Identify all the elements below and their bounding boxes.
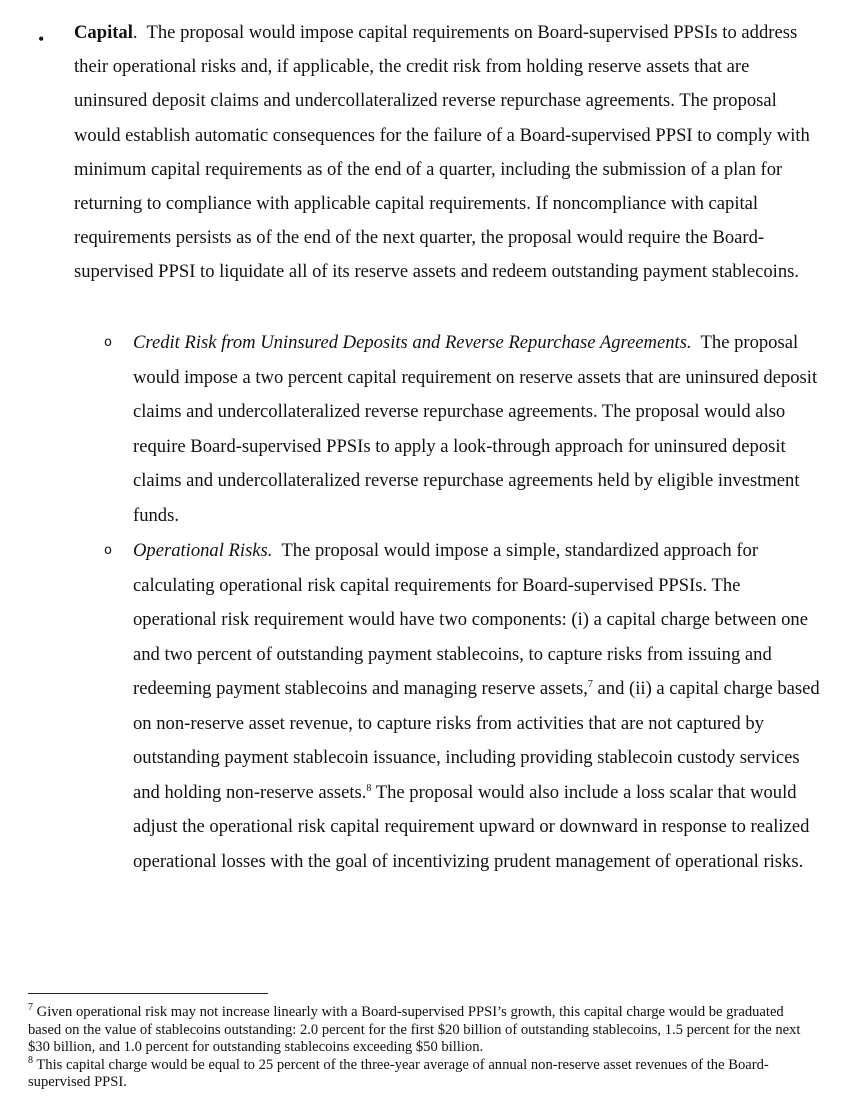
operational-risks-title: Operational Risks. xyxy=(133,540,273,561)
heading-punct: . xyxy=(132,22,138,43)
capital-paragraph xyxy=(74,16,824,290)
footnotes xyxy=(28,1004,818,1092)
main-bullet: • xyxy=(38,29,45,49)
footnote-divider xyxy=(28,993,268,994)
credit-risk-paragraph xyxy=(133,326,823,533)
footnote-7-text: Given operational risk may not increase linearly with a Board-supervised PPSI’s growth, this capital charge would be graduated based on the value of stablecoins outstanding: 2.0 percent for the first $20 billion of outstanding stablecoins, 1.5 percent for the next $30 billion, and 1.0 percent for outstanding stablecoins exceeding $50 billion. xyxy=(28,1004,801,1056)
footnote-8 xyxy=(28,1054,818,1092)
operational-risks-text-a: The proposal would impose a simple, standardized approach for calculating operational risk capital requirements for Board-supervised PPSIs. The operational risk requirement would have two components: (i) a capital charge between one and two percent of outstanding payment stablecoins, to capture risks from issuing and redeeming payment stablecoins and managing reserve assets, xyxy=(133,540,808,699)
sub-bullet-credit-risk: o xyxy=(104,335,112,350)
footnote-7-number: 7 xyxy=(28,1002,33,1014)
footnote-ref-7: 7 xyxy=(587,678,593,690)
footnote-7 xyxy=(28,1004,818,1057)
footnote-8-number: 8 xyxy=(28,1054,33,1066)
operational-risks-paragraph xyxy=(133,534,823,879)
footnote-8-text: This capital charge would be equal to 25 percent of the three-year average of annual non-reserve asset revenues of the Board-supervised PPSI. xyxy=(28,1056,769,1091)
capital-text: The proposal would impose capital requirements on Board-supervised PPSIs to address their operational risks and, if applicable, the credit risk from holding reserve assets that are uninsured deposit claims and undercollateralized reverse repurchase agreements. The proposal would establish automatic consequences for the failure of a Board-supervised PPSI to comply with minimum capital requirements as of the end of a quarter, including the submission of a plan for returning to compliance with applicable capital requirements. If noncompliance with capital requirements persists as of the end of the next quarter, the proposal would require the Board-supervised PPSI to liquidate all of its reserve assets and redeem outstanding payment stablecoins. xyxy=(74,22,810,283)
credit-risk-title: Credit Risk from Uninsured Deposits and Reverse Repurchase Agreements. xyxy=(133,332,692,353)
operational-risks-text-b: and (ii) a capital charge based on non-reserve asset revenue, to capture risks from activities that are not captured by outstanding payment stablecoin issuance, including providing stablecoin custody services and holding non-reserve assets. xyxy=(133,678,820,803)
capital-heading: Capital xyxy=(74,22,133,43)
credit-risk-text: The proposal would impose a two percent capital requirement on reserve assets that are uninsured deposit claims and undercollateralized reverse repurchase agreements. The proposal would also require Board-supervised PPSIs to apply a look-through approach for uninsured deposit claims and undercollateralized reverse repurchase agreements held by eligible investment funds. xyxy=(133,332,818,526)
operational-risks-text-c: The proposal would also include a loss scalar that would adjust the operational risk capital requirement upward or downward in response to realized operational losses with the goal of incentivizing prudent management of operational risks. xyxy=(133,781,810,872)
footnote-ref-8: 8 xyxy=(366,782,372,794)
sub-bullet-operational-risks: o xyxy=(104,543,112,558)
